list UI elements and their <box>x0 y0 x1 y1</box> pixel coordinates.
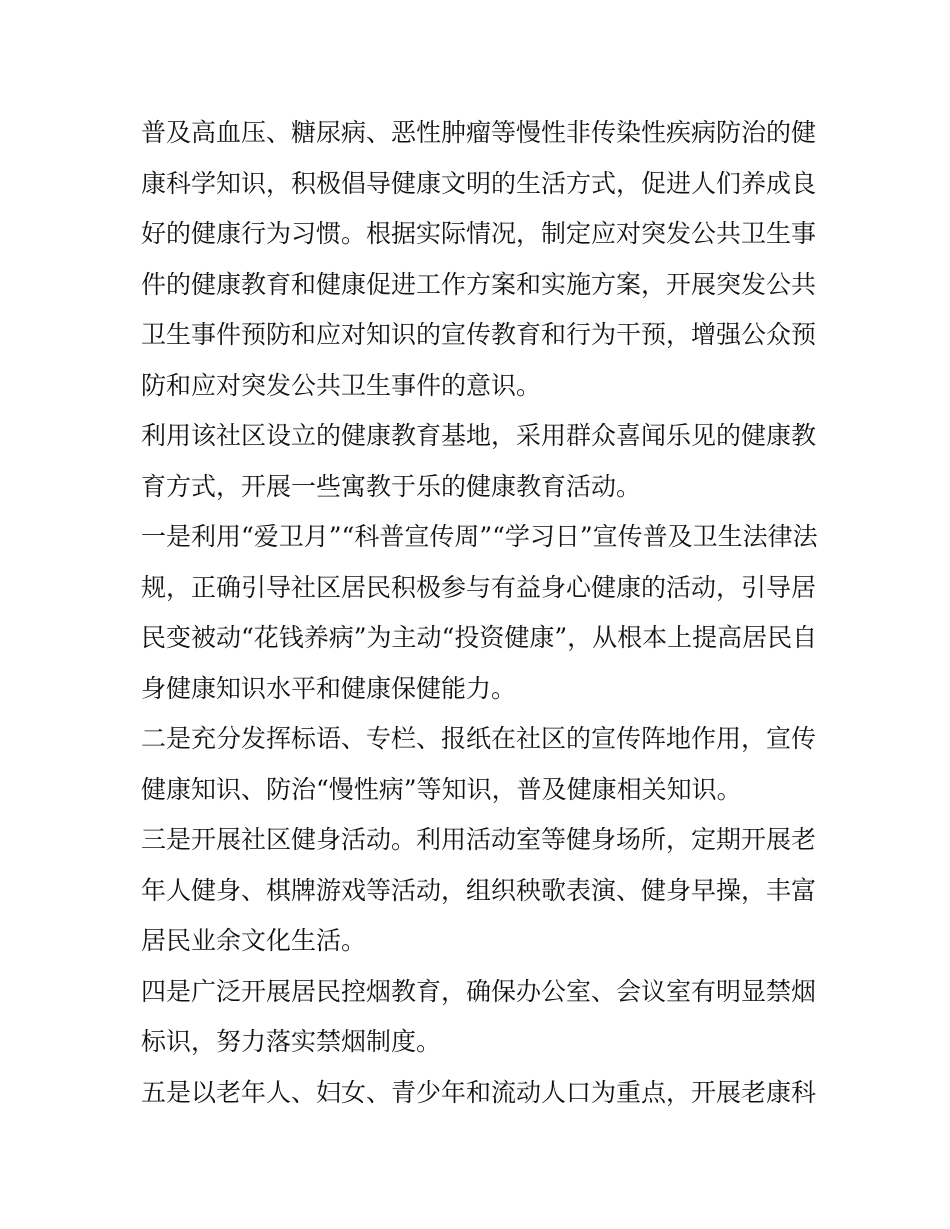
text-line: 标识，努力落实禁烟制度。 <box>141 1027 442 1056</box>
text-line: 规，正确引导社区居民积极参与有益身心健康的活动，引导居 <box>141 572 817 602</box>
text-line: 年人健身、棋牌游戏等活动，组织秧歌表演、健身早操，丰富 <box>141 875 817 905</box>
text-line: 康科学知识，积极倡导健康文明的生活方式，促进人们养成良 <box>141 168 817 198</box>
text-line: 健康知识、防治“慢性病”等知识，普及健康相关知识。 <box>141 774 742 804</box>
text-line: 件的健康教育和健康促进工作方案和实施方案，开展突发公共 <box>141 269 817 299</box>
text-line: 卫生事件预防和应对知识的宣传教育和行为干预，增强公众预 <box>141 320 817 349</box>
text-line: 身健康知识水平和健康保健能力。 <box>141 673 517 703</box>
text-line: 普及高血压、糖尿病、恶性肿瘤等慢性非传染性疾病防治的健 <box>141 118 817 147</box>
text-line: 一是利用“爱卫月”“科普宣传周”“学习日”宣传普及卫生法律法 <box>141 522 818 551</box>
body-text <box>141 108 818 1118</box>
text-line: 四是广泛开展居民控烟教育，确保办公室、会议室有明显禁烟 <box>141 976 817 1006</box>
text-line: 二是充分发挥标语、专栏、报纸在社区的宣传阵地作用，宣传 <box>141 724 817 753</box>
text-line: 五是以老年人、妇女、青少年和流动人口为重点，开展老康科 <box>141 1077 817 1107</box>
text-line: 育方式，开展一些寓教于乐的健康教育活动。 <box>141 471 642 501</box>
text-line: 居民业余文化生活。 <box>141 926 367 955</box>
text-line: 防和应对突发公共卫生事件的意识。 <box>141 370 542 400</box>
text-line: 利用该社区设立的健康教育基地，采用群众喜闻乐见的健康教 <box>141 421 817 450</box>
text-line: 三是开展社区健身活动。利用活动室等健身场所，定期开展老 <box>141 825 817 854</box>
text-line: 民变被动“花钱养病”为主动“投资健康”，从根本上提高居民自 <box>141 623 818 652</box>
text-line: 好的健康行为习惯。根据实际情况，制定应对突发公共卫生事 <box>141 219 817 248</box>
